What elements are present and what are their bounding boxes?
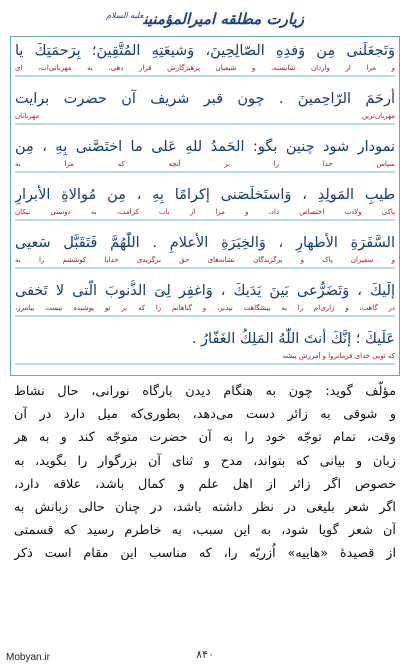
page-number: ۸۴۰ xyxy=(196,648,214,661)
arabic-line: نمودار شود چنين بگو: الحَمدُ للهِ عَلى ما اختَصَّنى بِهِ ، مِن xyxy=(15,139,395,155)
arabic-line: عَلَيكَ ؛ إنَّكَ أنتَ اللّٰهُ المَلِكُ الغَفّارُ . xyxy=(191,331,395,347)
arabic-line: طيبِ المَولِدِ ، وَاستَخلَصَنى إكرامًا بِهِ ، مِن مُوالاةِ الأَبرارِ xyxy=(15,187,395,203)
persian-translation: سپاس خدا را بر آنچه که مرا به xyxy=(15,160,395,168)
text-line-5 xyxy=(15,231,395,269)
header-honorific: علیه السلام xyxy=(106,11,144,20)
prose-line: اگر شعر بليغى در نظر داشته باشد، در چنان حالى زبانش به xyxy=(14,500,396,516)
persian-translation: که تویی خدای فرمانروا و آمرزش پیشه xyxy=(282,352,395,360)
arabic-line: السَّفَرَةِ الأَطهارِ ، وَالخِيَرَةِ الأَعلامِ . اللّٰهُمَّ فَتَقَبَّل سَعيى xyxy=(15,235,395,251)
persian-translation: پاکی ولادت اختصاص داد، و مرا از باب کرامت، به دوستی نیکان xyxy=(15,208,395,216)
prose-line: مؤلّف گويد: چون به هنگام ديدن بارگاه نورانى، حال نشاط xyxy=(14,384,396,399)
commentary-paragraph xyxy=(14,380,396,566)
arabic-line: وَتَجعَلَنى مِن وَفدِهِ الصّالِحِينَ، وَشيعَتِهِ المُتَّقِينَ؛ بِرَحمَتِكَ يا xyxy=(15,43,395,59)
arabic-line: إلَيكَ ، وَتَضَرُّعى بَينَ يَدَيكَ ، وَاغفِر لِىَ الذُّنوبَ الَّتى لا تَخفى xyxy=(15,283,395,299)
persian-translation: مهربان‌ترین مهربانان xyxy=(15,112,395,120)
text-line-1 xyxy=(15,39,395,77)
page xyxy=(8,4,402,644)
text-line-3 xyxy=(15,135,395,173)
prose-line: از قصيدۀ «هاييه» اُزريّه را، كه مناسب اين مقام است ذكر xyxy=(14,546,396,562)
prose-line: آن شعر گويا شود، به اين سبب، به خاطرم رسيد كه قسمتى xyxy=(14,523,396,539)
prose-line: و شوقى به زائر دست مى‌دهد، بطورى‌كه ميل دارد در آن xyxy=(14,407,396,423)
persian-translation: و مرا از واردان شایسته، و شیعیان پرهیزگارش قرار دهی، به مهربانی‌ات، ای xyxy=(15,64,395,72)
text-line-6 xyxy=(15,279,395,317)
persian-translation: در گاهت، و زاری‌ام را به پیشگاهت بپذیر، و گناهانم را که بر تو پوشیده نیست بیامرز، xyxy=(15,304,395,312)
prose-line: خصوص اگر زائر از اهل علم و كمال باشد، علاقه دارد، xyxy=(14,476,396,492)
persian-translation: و سفیران پاک و برگزیدگان نشانه‌های حق برگزیدی خدایا کوششم را به xyxy=(15,256,395,264)
text-line-2 xyxy=(15,87,395,125)
site-watermark: Mobyan.ir xyxy=(6,652,50,663)
page-header xyxy=(8,4,402,34)
text-line-4 xyxy=(15,183,395,221)
supplication-frame xyxy=(10,36,400,376)
text-line-7 xyxy=(15,327,395,365)
prose-line: زبان و بيانى كه بتواند، مدح و ثناى آن بزرگوار را بگويد، به xyxy=(14,453,396,469)
prose-line: وقت، تمام توجّه خود را به آن حضرت متوجّه كند و به هر xyxy=(14,430,396,446)
arabic-line: أَرحَمَ الرّاحِمينَ . چون قبر شريف آن حضرت برايت xyxy=(15,91,395,107)
header-title xyxy=(106,10,304,28)
header-title-text: زیارت مطلقه امیرالمؤمنین xyxy=(143,10,304,28)
